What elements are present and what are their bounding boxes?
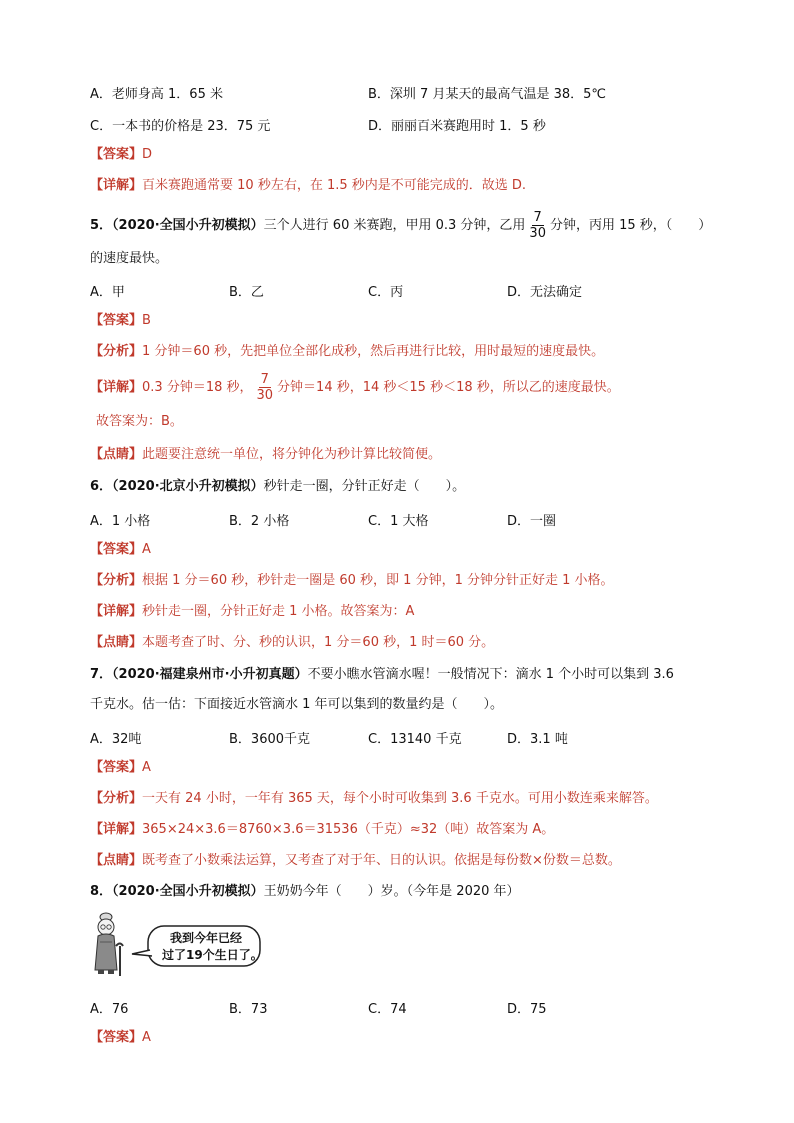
q5-detail <box>90 372 620 403</box>
analysis-text: 一天有 24 小时，一年有 365 天，每个小时可收集到 3.6 千克水。可用小数连乘来解答。 <box>142 791 658 806</box>
q7-answer <box>90 759 151 777</box>
q5-answer <box>90 312 151 330</box>
q8-option-d: D．75 <box>507 1002 547 1017</box>
q8-answer <box>90 1029 151 1047</box>
stem-text: 王奶奶今年（ ）岁。（今年是 2020 年） <box>263 884 520 899</box>
detail-text-b: 分钟＝14 秒，14 秒＜15 秒＜18 秒，所以乙的速度最快。 <box>277 380 620 395</box>
q7-option-a: A．32吨 <box>90 732 142 747</box>
detail-text: 秒针走一圈，分针正好走 1 小格。故答案为：A <box>142 604 415 619</box>
fraction <box>255 372 276 403</box>
q5-point <box>90 446 441 464</box>
question-number: 6． <box>90 479 113 494</box>
q5-option-b: B．乙 <box>229 285 264 300</box>
answer-tag: 【答案】 <box>90 313 143 328</box>
analysis-tag: 【分析】 <box>90 791 143 806</box>
q6-analysis <box>90 572 614 590</box>
q6-option-c: C．1 大格 <box>368 514 429 529</box>
answer-value: A <box>142 1030 151 1045</box>
answer-value: A <box>142 760 151 775</box>
point-text: 既考查了小数乘法运算，又考查了对于年、日的认识。依据是每份数×份数＝总数。 <box>142 853 621 868</box>
q4-option-a: A．老师身高 1．65 米 <box>90 87 223 102</box>
analysis-tag: 【分析】 <box>90 344 143 359</box>
q8-option-b: B．73 <box>229 1002 268 1017</box>
detail-text: 365×24×3.6＝8760×3.6＝31536（千克）≈32（吨）故答案为 A。 <box>142 822 555 837</box>
q4-detail <box>90 177 526 195</box>
question-number: 5． <box>90 218 113 233</box>
point-tag: 【点睛】 <box>90 853 143 868</box>
q4-option-b: B．深圳 7 月某天的最高气温是 38．5℃ <box>368 87 606 102</box>
question-source: （2020·福建泉州市·小升初真题） <box>112 667 308 682</box>
speech-bubble-line-2: 过了19个生日了。 <box>162 948 263 962</box>
answer-tag: 【答案】 <box>90 760 143 775</box>
analysis-tag: 【分析】 <box>90 573 143 588</box>
fraction-denominator: 30 <box>529 226 546 241</box>
q6-answer <box>90 541 151 559</box>
q8-option-c: C．74 <box>368 1002 407 1017</box>
answer-value: A <box>142 542 151 557</box>
q5-detail-line2: 故答案为：B。 <box>96 414 183 429</box>
answer-value: D <box>142 147 153 162</box>
q8-option-a: A．76 <box>90 1002 129 1017</box>
detail-text-a: 0.3 分钟＝18 秒， <box>142 380 253 395</box>
detail-text: 百米赛跑通常要 10 秒左右，在 1.5 秒内是不可能完成的．故选 D. <box>142 178 527 193</box>
stem-part-a: 三个人进行 60 米赛跑，甲用 0.3 分钟，乙用 <box>263 218 526 233</box>
point-text: 本题考查了时、分、秒的认识，1 分＝60 秒，1 时＝60 分。 <box>142 635 495 650</box>
fraction-numerator: 7 <box>533 210 542 225</box>
detail-tag: 【详解】 <box>90 380 143 395</box>
question-source: （2020·全国小升初模拟） <box>112 218 264 233</box>
point-tag: 【点睛】 <box>90 635 143 650</box>
q4-answer <box>90 146 152 164</box>
q6-detail <box>90 603 414 621</box>
answer-tag: 【答案】 <box>90 147 143 162</box>
q7-point <box>90 852 621 870</box>
question-number: 7． <box>90 667 113 682</box>
q8-stem <box>90 883 520 901</box>
question-source: （2020·全国小升初模拟） <box>112 884 264 899</box>
answer-tag: 【答案】 <box>90 1030 143 1045</box>
fraction <box>527 210 548 241</box>
point-text: 此题要注意统一单位，将分钟化为秒计算比较简便。 <box>142 447 442 462</box>
analysis-text: 根据 1 分＝60 秒，秒针走一圈是 60 秒，即 1 分钟，1 分钟分针正好走 1 小格。 <box>142 573 614 588</box>
analysis-text: 1 分钟＝60 秒，先把单位全部化成秒，然后再进行比较，用时最短的速度最快。 <box>142 344 605 359</box>
q4-option-c: C．一本书的价格是 23．75 元 <box>90 119 271 134</box>
q6-option-a: A．1 小格 <box>90 514 151 529</box>
fraction-numerator: 7 <box>260 372 269 387</box>
q6-option-d: D．一圈 <box>507 514 557 529</box>
answer-value: B <box>142 313 151 328</box>
q7-detail <box>90 821 554 839</box>
q7-stem <box>90 666 674 684</box>
detail-tag: 【详解】 <box>90 604 143 619</box>
stem-text: 秒针走一圈，分针正好走（ ）。 <box>263 479 466 494</box>
grandma-illustration <box>90 912 265 984</box>
question-source: （2020·北京小升初模拟） <box>112 479 264 494</box>
q7-option-d: D．3.1 吨 <box>507 732 568 747</box>
speech-bubble-line-1: 我到今年已经 <box>170 931 243 945</box>
detail-tag: 【详解】 <box>90 178 143 193</box>
detail-tag: 【详解】 <box>90 822 143 837</box>
fraction-denominator: 30 <box>256 388 274 403</box>
q5-option-a: A．甲 <box>90 285 125 300</box>
stem-text: 不要小瞧水管滴水喔！一般情况下：滴水 1 个小时可以集到 3.6 <box>307 667 674 682</box>
q6-point <box>90 634 494 652</box>
q7-option-b: B．3600千克 <box>229 732 311 747</box>
q6-stem <box>90 478 465 496</box>
stem-part-b: 分钟，丙用 15 秒，（ ） <box>549 218 712 233</box>
question-number: 8． <box>90 884 113 899</box>
q4-option-d: D．丽丽百米赛跑用时 1．5 秒 <box>368 119 546 134</box>
q5-option-d: D．无法确定 <box>507 285 583 300</box>
q7-option-c: C．13140 千克 <box>368 732 462 747</box>
q6-option-b: B．2 小格 <box>229 514 290 529</box>
q7-stem-line2: 千克水。估一估：下面接近水管滴水 1 年可以集到的数量约是（ ）。 <box>90 697 504 712</box>
q7-analysis <box>90 790 658 808</box>
q5-stem-line2: 的速度最快。 <box>90 251 169 266</box>
q5-analysis <box>90 343 604 361</box>
q5-stem <box>90 210 711 241</box>
point-tag: 【点睛】 <box>90 447 143 462</box>
q5-option-c: C．丙 <box>368 285 404 300</box>
answer-tag: 【答案】 <box>90 542 143 557</box>
